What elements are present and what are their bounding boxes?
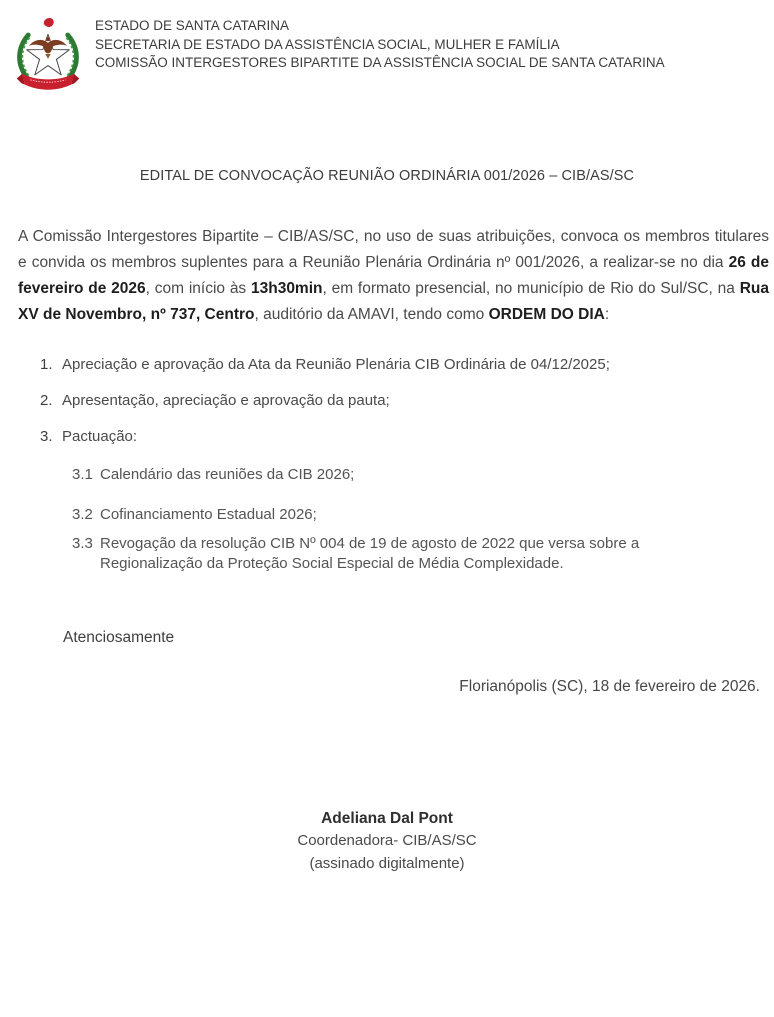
agenda-subitem-3-2 [0, 505, 774, 525]
meeting-date: 26 de fevereiro de 2026 [18, 254, 769, 297]
agenda-item-text: Apreciação e aprovação da Ata da Reunião Plenária CIB Ordinária de 04/12/2025; [62, 356, 610, 373]
agenda-subitem-number: 3.3 [72, 535, 93, 552]
agenda-item-text: Apresentação, apreciação e aprovação da pauta; [62, 392, 390, 409]
paragraph-text: , com início às [145, 280, 251, 297]
meeting-address: Rua XV de Novembro, nº 737, Centro [18, 280, 769, 323]
agenda-sublist [0, 465, 774, 574]
org-line-state: ESTADO DE SANTA CATARINA [95, 18, 290, 33]
agenda-subitem-text: Cofinanciamento Estadual 2026; [100, 506, 317, 523]
paragraph-text: : [604, 306, 610, 323]
agenda-subitem-3-3 [0, 534, 774, 574]
place-date-line: Florianópolis (SC), 18 de fevereiro de 2026. [459, 678, 760, 695]
agenda-subitem-text: Calendário das reuniões da CIB 2026; [100, 466, 355, 483]
order-of-day-label: ORDEM DO DIA [488, 306, 605, 323]
closing-salutation: Atenciosamente [63, 629, 175, 646]
agenda-item-1 [0, 354, 774, 375]
agenda-item-number: 2. [40, 392, 53, 409]
agenda-item-number: 3. [40, 428, 53, 445]
agenda-item-3 [0, 426, 774, 447]
meeting-time: 13h30min [250, 280, 323, 297]
agenda-item-2 [0, 390, 774, 411]
signature-role: Coordenadora- CIB/AS/SC [297, 832, 477, 849]
header-org-lines [95, 14, 665, 73]
agenda-item-text: Pactuação: [62, 428, 138, 445]
signature-digital-note: (assinado digitalmente) [309, 854, 465, 872]
santa-catarina-coat-of-arms-icon [14, 14, 82, 94]
paragraph-text: , auditório da AMAVI, tendo como [254, 306, 489, 323]
agenda-subitem-text: Revogação da resolução CIB Nº 004 de 19 de agosto de 2022 que versa sobre a Regionalização da Proteção Social Especial de Média Complexidade. [100, 535, 640, 572]
org-line-commission: COMISSÃO INTERGESTORES BIPARTITE DA ASSISTÊNCIA SOCIAL DE SANTA CATARINA [95, 55, 665, 70]
paragraph-text: , em formato presencial, no município de Rio do Sul/SC, na [322, 280, 740, 297]
agenda-subitem-3-1 [0, 465, 774, 485]
agenda-item-number: 1. [40, 356, 53, 373]
signature-block [0, 808, 774, 875]
agenda-subitem-number: 3.2 [72, 506, 93, 523]
document-title: EDITAL DE CONVOCAÇÃO REUNIÃO ORDINÁRIA 001/2026 – CIB/AS/SC [139, 168, 635, 184]
agenda-subitem-number: 3.1 [72, 466, 93, 483]
org-line-secretariat: SECRETARIA DE ESTADO DA ASSISTÊNCIA SOCIAL, MULHER E FAMÍLIA [95, 36, 560, 52]
paragraph-text: A Comissão Intergestores Bipartite – CIB/AS/SC, no uso de suas atribuições, convoca os membros titulares e convida os membros suplentes para a Reunião Plenária Ordinária nº 001/2026, a realizar-se no dia [18, 228, 769, 271]
agenda-list [0, 354, 774, 574]
signature-name: Adeliana Dal Pont [321, 810, 453, 827]
document-header [0, 0, 774, 94]
body-paragraph [18, 224, 769, 328]
